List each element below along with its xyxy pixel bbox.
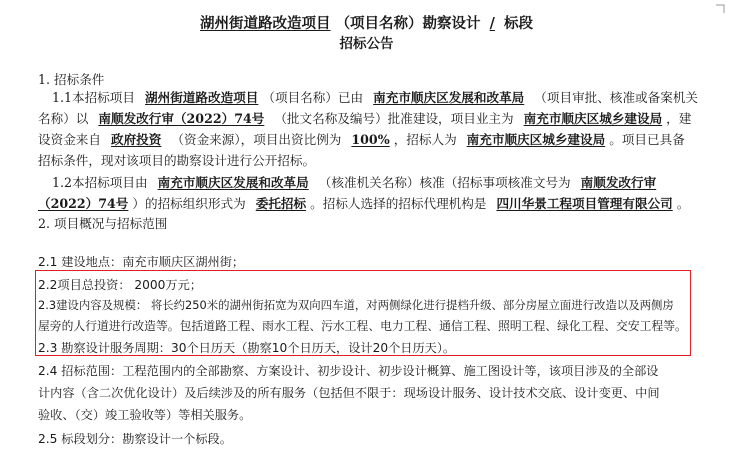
funding-source: 政府投资 [110, 132, 162, 147]
item-2-3-service-period: 2.3 勘察设计服务周期：30个日历天（勘察10个日历天，设计20个日历天）。 [38, 341, 456, 355]
title-section-word: 标段 [503, 15, 533, 32]
text: （资金来源），项目出资比例为 [171, 132, 342, 147]
text: 。项目已具备 [609, 132, 685, 147]
title-section-no: / [489, 15, 495, 32]
item-2-4-line-2: 计内容（含二次优化设计）及后续涉及的所有服务（包括但不限于：现场设计服务、设计技术交底、设计变更、中间 [38, 386, 660, 400]
text: ，招标人为 [393, 132, 457, 147]
paragraph-1-1-line-4: 招标条件，现对该项目的勘察设计进行公开招标。 [38, 153, 316, 168]
paragraph-1-1-line-1 [52, 88, 698, 108]
item-2-4-line-1: 2.4 招标范围：工程范围内的全部勘察、方案设计、初步设计、初步设计概算、施工图设计等，该项目涉及的全部设 [38, 364, 659, 378]
text: 1.1本招标项目 [52, 90, 135, 105]
section-2-heading: 2. 项目概况与招标范围 [38, 216, 168, 231]
text: ）的招标组织形式为 [132, 196, 246, 211]
item-2-2: 2.2项目总投资： 2000万元； [38, 278, 202, 292]
paragraph-1-2-line-1 [52, 173, 656, 193]
paragraph-1-2-line-2 [38, 194, 689, 214]
approval-authority: 南充市顺庆区发展和改革局 [157, 175, 309, 190]
item-2-3-line-1: 2.3建设内容及规模： 将长约250米的湖州街拓宽为双向四车道，对两侧绿化进行提档升级、部分房屋立面进行改造以及两侧房 [38, 298, 674, 312]
project-name: 湖州街道路改造项目 [145, 90, 259, 105]
tender-form: 委托招标 [255, 196, 307, 211]
item-2-5: 2.5 标段划分：勘察设计一个标段。 [38, 432, 232, 446]
tender-agent: 四川华景工程项目管理有限公司 [496, 196, 673, 211]
document-title [0, 12, 733, 33]
project-owner: 南充市顺庆区城乡建设局 [523, 111, 663, 126]
text: （项目审批、核准或备案机关 [534, 90, 698, 105]
text: （核准机关名称）核准（招标事项核准文号为 [318, 175, 571, 190]
text: 1.2本招标项目由 [52, 175, 148, 190]
approval-authority: 南充市顺庆区发展和改革局 [373, 90, 525, 105]
text: 设资金来自 [38, 132, 101, 147]
item-2-4-line-3: 验收、（交）竣工验收等）等相关服务。 [38, 408, 252, 422]
approval-number: 南顺发改行审（2022）74号 [98, 111, 265, 126]
text: 。招标人选择的招标代理机构是 [310, 196, 487, 211]
title-suffix: （项目名称）勘察设计 [335, 15, 481, 32]
section-1-heading: 1. 招标条件 [38, 72, 105, 87]
approval-number-part-1: 南顺发改行审 [580, 175, 657, 190]
text: （批文名称及编号）批准建设，项目业主为 [274, 111, 514, 126]
text: （项目名称）已由 [262, 90, 364, 105]
text: 名称）以 [38, 111, 89, 126]
text: ，建 [666, 111, 692, 126]
funding-ratio: 100% [351, 132, 390, 147]
approval-number-part-2: （2022）74号 [38, 196, 129, 211]
tenderer: 南充市顺庆区城乡建设局 [466, 132, 606, 147]
title-project-name: 湖州街道路改造项目 [200, 15, 331, 32]
document-subtitle: 招标公告 [339, 36, 394, 52]
paragraph-1-1-line-3 [38, 130, 685, 150]
text: 。 [676, 196, 690, 211]
paragraph-1-1-line-2 [38, 109, 691, 129]
item-2-1: 2.1 建设地点：南充市顺庆区湖州街； [38, 255, 245, 269]
item-2-3-line-2: 屋旁的人行道进行改造等。包括道路工程、雨水工程、污水工程、电力工程、通信工程、照明工程、绿化工程、交安工程等。 [38, 319, 687, 333]
